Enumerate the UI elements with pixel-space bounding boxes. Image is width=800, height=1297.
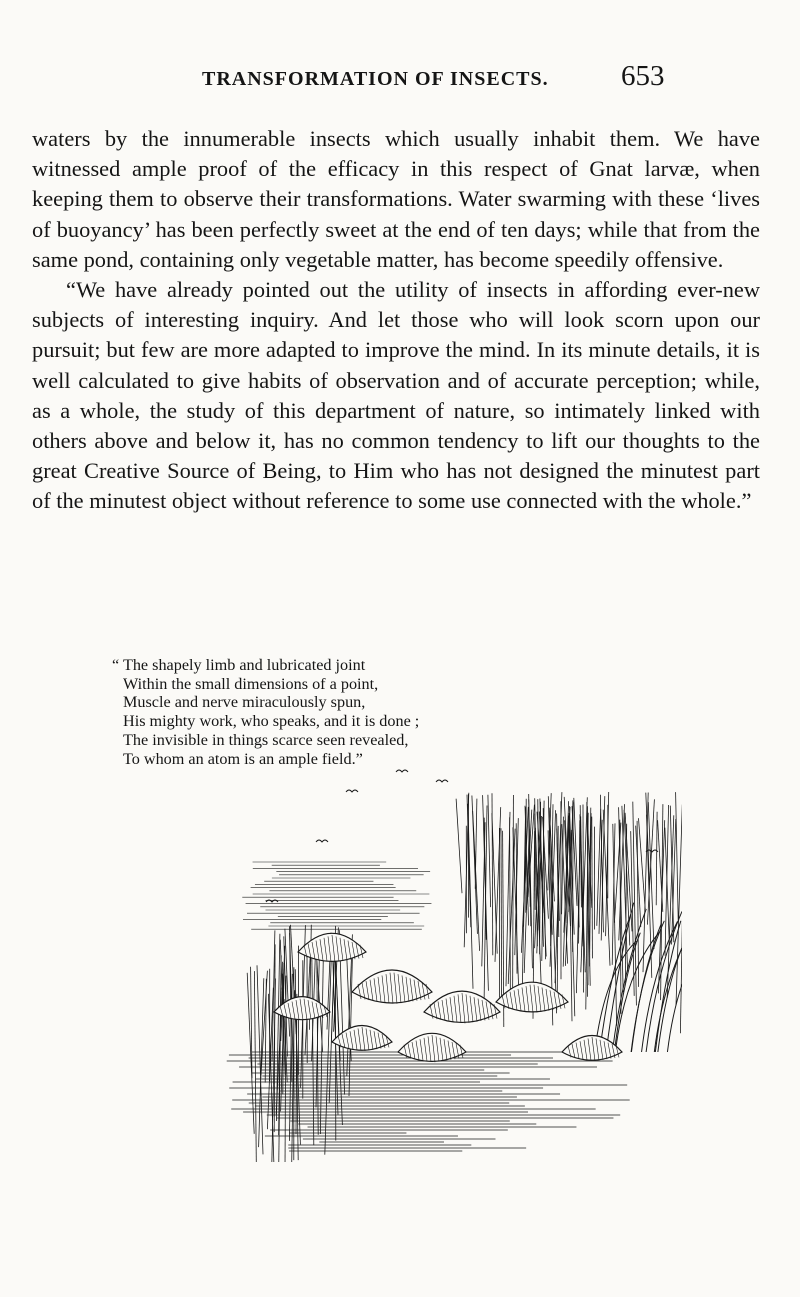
verse-line: Within the small dimensions of a point,: [123, 674, 379, 693]
verse-line: The invisible in things scarce seen revealed,: [123, 730, 409, 749]
leaves: [274, 933, 622, 1062]
page-number: 653: [621, 60, 665, 92]
verse-line: Muscle and nerve miraculously spun,: [123, 693, 366, 712]
pond-weeds-engraving: [212, 752, 682, 1162]
paragraph-1: waters by the innumerable insects which usually inhabit them. We have witnessed ample proof of the efficacy in this respect of Gnat larvæ, when keeping them to observe their transformations. Water swarming with these ‘lives of buoyancy’ has been perfectly sweet at the end of ten days; while that from the same pond, containing only vegetable matter, has become speedily offensive.: [32, 126, 760, 272]
verse-line: “ The shapely limb and lubricated joint: [112, 656, 366, 674]
verse-line: To whom an atom is an ample field.”: [123, 749, 363, 768]
running-title: TRANSFORMATION OF INSECTS.: [202, 68, 549, 90]
birds: [266, 770, 658, 902]
verse-line: His mighty work, who speaks, and it is done ;: [123, 712, 420, 731]
running-head: [0, 60, 800, 100]
engraving-image: [212, 752, 682, 1162]
paragraph-2: “We have already pointed out the utility of insects in affording ever-new subjects of interesting inquiry. And let those who will look scorn upon our pursuit; but few are more adapted to improve the mind. In its minute details, it is well calculated to give habits of observation and of accurate perception; while, as a whole, the study of this department of nature, so intimately linked with others above and below it, has no common tendency to lift our thoughts to the great Creative Source of Being, to Him who has not designed the minutest part of the minutest object without reference to some use connected with the whole.”: [32, 277, 760, 514]
reeds: [247, 792, 682, 1162]
body-text: [32, 124, 760, 517]
